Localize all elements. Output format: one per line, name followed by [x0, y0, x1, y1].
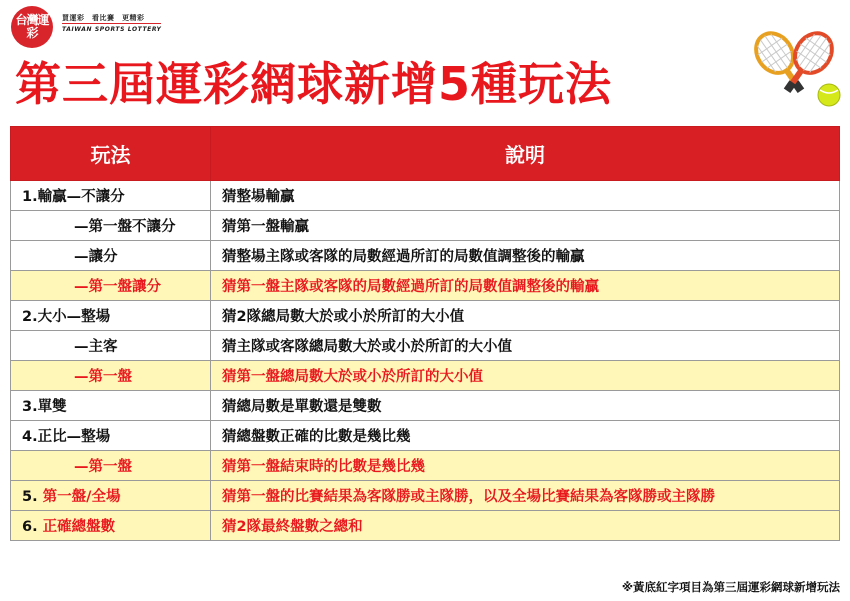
table-row [11, 181, 840, 211]
game-type-cell: —讓分 [11, 241, 211, 271]
game-type-cell: 5. 第一盤/全場 [11, 481, 211, 511]
table-row [11, 421, 840, 451]
game-type-cell: —第一盤 [11, 451, 211, 481]
col-header-description: 說明 [211, 127, 840, 181]
table-row-new [11, 481, 840, 511]
table-row-new [11, 451, 840, 481]
col-header-game-type: 玩法 [11, 127, 211, 181]
tennis-rackets-icon [748, 28, 843, 110]
page-title: 第三屆運彩網球新增5種玩法 [15, 57, 613, 111]
slogan: 買運彩 看比賽 更精彩 [62, 14, 145, 22]
game-type-cell: 2.大小—整場 [11, 301, 211, 331]
footnote: ※黃底紅字項目為第三屆運彩網球新增玩法 [621, 580, 840, 594]
table-row [11, 241, 840, 271]
description-cell: 猜第一盤的比賽結果為客隊勝或主隊勝，以及全場比賽結果為客隊勝或主隊勝 [211, 481, 840, 511]
game-type-cell: —第一盤讓分 [11, 271, 211, 301]
game-type-cell: 4.正比—整場 [11, 421, 211, 451]
table-row [11, 391, 840, 421]
table-row-new [11, 271, 840, 301]
game-type-table [10, 126, 840, 541]
table-row [11, 211, 840, 241]
description-cell: 猜2隊總局數大於或小於所訂的大小值 [211, 301, 840, 331]
game-type-cell: 1.輸贏—不讓分 [11, 181, 211, 211]
description-cell: 猜2隊最終盤數之總和 [211, 511, 840, 541]
brand-english: TAIWAN SPORTS LOTTERY [62, 23, 161, 34]
logo: 台灣運彩 [11, 6, 53, 48]
game-type-cell: 6. 正確總盤數 [11, 511, 211, 541]
game-type-cell: —主客 [11, 331, 211, 361]
description-cell: 猜第一盤總局數大於或小於所訂的大小值 [211, 361, 840, 391]
game-type-cell: —第一盤不讓分 [11, 211, 211, 241]
description-cell: 猜總盤數正確的比數是幾比幾 [211, 421, 840, 451]
game-type-cell: 3.單雙 [11, 391, 211, 421]
description-cell: 猜主隊或客隊總局數大於或小於所訂的大小值 [211, 331, 840, 361]
table-header-row [11, 127, 840, 181]
description-cell: 猜整場主隊或客隊的局數經過所訂的局數值調整後的輸贏 [211, 241, 840, 271]
brand-tagline [62, 14, 161, 34]
table-row [11, 331, 840, 361]
description-cell: 猜整場輸贏 [211, 181, 840, 211]
game-type-cell: —第一盤 [11, 361, 211, 391]
table-row [11, 301, 840, 331]
description-cell: 猜總局數是單數還是雙數 [211, 391, 840, 421]
table-row-new [11, 511, 840, 541]
description-cell: 猜第一盤主隊或客隊的局數經過所訂的局數值調整後的輸贏 [211, 271, 840, 301]
table-row-new [11, 361, 840, 391]
description-cell: 猜第一盤結束時的比數是幾比幾 [211, 451, 840, 481]
description-cell: 猜第一盤輸贏 [211, 211, 840, 241]
